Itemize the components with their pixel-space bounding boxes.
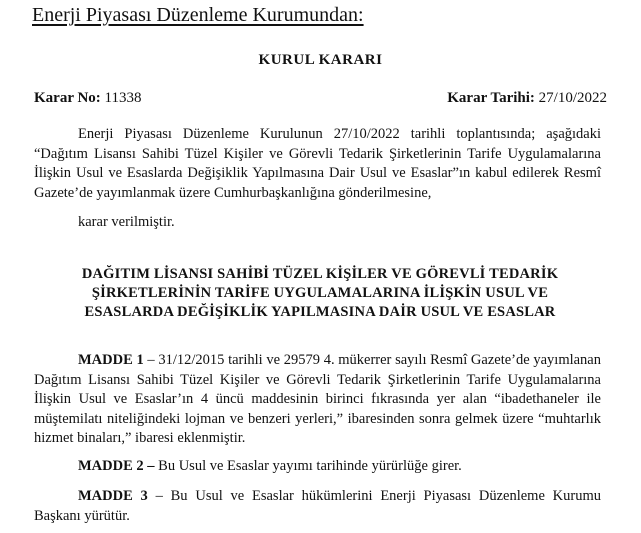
article-3-label: MADDE 3: [78, 488, 148, 504]
decision-number-value: 11338: [100, 90, 142, 106]
article-1: [34, 351, 601, 449]
decision-date: [447, 90, 607, 107]
article-1-text: – 31/12/2015 tarihli ve 29579 4. mükerrer sayılı Resmî Gazete’de yayımlanan Dağıtım Lisansı Sahibi Tüzel Kişiler ve Görevli Tedarik Şirketlerinin Tarife Uygulamalarına İlişkin Usul ve Esaslar’ın 4 üncü maddesinin birinci fıkrasında yer alan “ibadethaneler ile müştemilatı niteliğindeki lojman ve benzeri yerleri,” ibaresinden sonra gelmek üzere “muhtarlık hizmet binaları,” ibaresi eklenmiştir.: [34, 352, 601, 446]
article-2-text: Bu Usul ve Esaslar yayımı tarihinde yürürlüğe girer.: [154, 458, 462, 474]
decision-title: KURUL KARARI: [258, 52, 383, 68]
decision-number-label: Karar No:: [34, 90, 101, 106]
closing-line: karar verilmiştir.: [78, 214, 175, 230]
intro-paragraph: Enerji Piyasası Düzenleme Kurulunun 27/10/2022 tarihli toplantısında; aşağıdaki “Dağıtım Lisansı Sahibi Tüzel Kişiler ve Görevli Tedarik Şirketlerinin Tarife Uygulamalarına İlişkin Usul ve Esaslarda Değişiklik Yapılmasına Dair Usul ve Esaslar”ın kabul edilerek Resmî Gazete’de yayımlanmak üzere Cumhurbaşkanlığına gönderilmesine,: [34, 126, 601, 201]
institution-heading: Enerji Piyasası Düzenleme Kurumundan:: [32, 4, 364, 26]
article-3-text: – Bu Usul ve Esaslar hükümlerini Enerji Piyasası Düzenleme Kurumu Başkanı yürütür.: [34, 488, 601, 524]
decision-date-value: 27/10/2022: [534, 90, 607, 106]
regulation-title: DAĞITIM LİSANSI SAHİBİ TÜZEL KİŞİLER VE GÖREVLİ TEDARİK ŞİRKETLERİNİN TARİFE UYGULAMALARINA İLİŞKİN USUL VE ESASLARDA DEĞİŞİKLİK YAPILMASINA DAİR USUL VE ESASLAR: [81, 266, 559, 320]
decision-date-label: Karar Tarihi:: [447, 90, 535, 106]
decision-number: [34, 90, 142, 107]
article-2: [34, 457, 601, 477]
article-2-label: MADDE 2 –: [78, 458, 155, 474]
article-3: [34, 487, 601, 526]
article-1-label: MADDE 1: [78, 352, 144, 368]
